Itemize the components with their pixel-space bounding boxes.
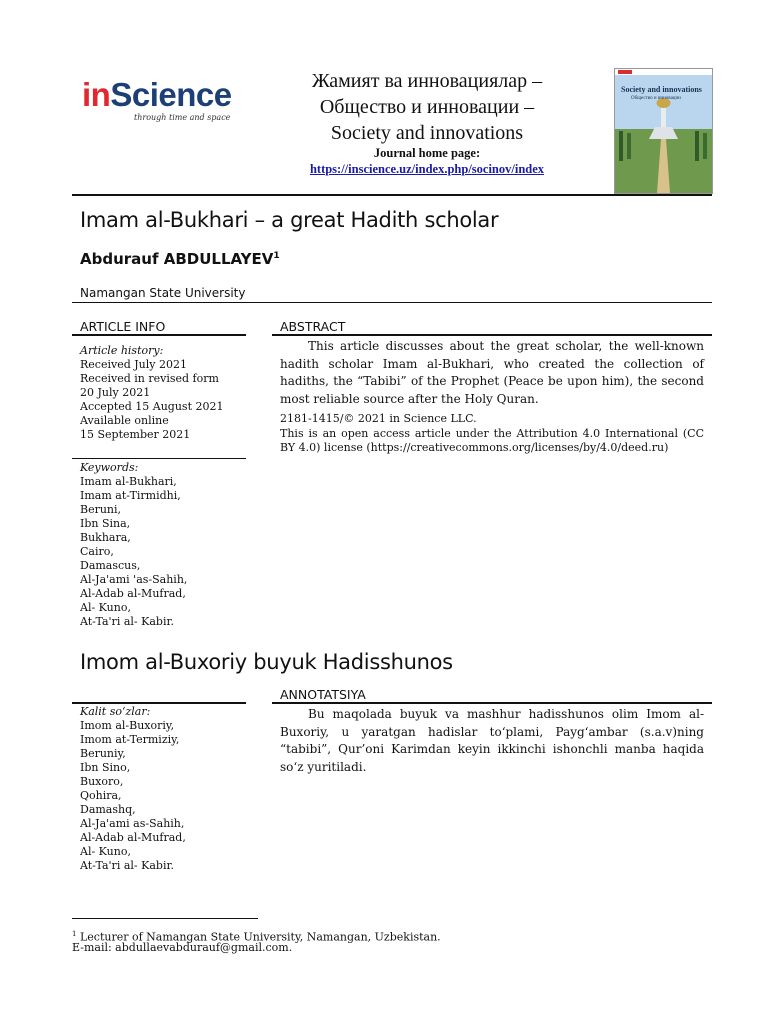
keyword: Al- Kuno, [80,845,131,858]
history-item: Received July 2021 [80,358,187,371]
author-text: Abdurauf ABDULLAYEV [80,250,274,268]
homepage-label: Journal home page: [373,146,481,160]
header-rule [72,194,712,196]
journal-title [262,68,592,146]
history-label: Article history: [80,344,164,357]
article-info-rule [72,334,246,336]
uzbek-keywords-rule [72,702,246,704]
history-item: 20 July 2021 [80,386,151,399]
keyword: Beruni, [80,503,122,516]
annotatsiya-rule [272,702,712,704]
article-info-heading: ARTICLE INFO [80,319,166,334]
author-footnote-mark: 1 [273,251,280,261]
copyright-block [280,412,704,456]
cover-subtitle: Общество и инновации [631,96,681,101]
affiliation: Namangan State University [80,286,246,300]
history-item: Received in revised form [80,372,219,385]
annotatsiya-heading: ANNOTATSIYA [280,687,366,702]
footnote-rule [72,918,258,919]
keyword: Qohira, [80,789,122,802]
keyword: Damascus, [80,559,141,572]
keyword: Ibn Sina, [80,517,131,530]
history-item: Accepted 15 August 2021 [80,400,224,413]
keyword: Bukhara, [80,531,131,544]
uzbek-keywords-label: Kalit so‘zlar: [80,705,151,718]
keywords-list [80,475,187,629]
homepage-link[interactable]: https://inscience.uz/index.php/socinov/index [309,162,545,176]
keywords-rule [72,458,246,459]
keyword: At-Ta'ri al- Kabir. [80,615,175,628]
keyword: At-Ta'ri al- Kabir. [80,859,175,872]
journal-cover-image [614,68,713,194]
keyword: Buxoro, [80,775,124,788]
footnote-email: E-mail: abdullaevabdurauf@gmail.com. [72,941,293,954]
uzbek-keywords-list [80,719,186,873]
abstract-text: This article discusses about the great scholar, the well-known hadith scholar Imam al-Bukhari, who created the collection of hadiths, the “Tabibi” of the Prophet (Peace be upon him), the second most reliable source after the Holy Quran. [280,339,704,406]
journal-title-line: Общество и инновации – [319,96,535,118]
history-list [80,358,224,442]
keyword: Al- Kuno, [80,601,131,614]
abstract-rule [272,334,712,336]
keyword: Ibn Sino, [80,761,131,774]
keyword: Imam al-Bukhari, [80,475,177,488]
logo-tagline: through time and space [134,113,231,122]
journal-title-line: Жамият ва инновациялар – [311,70,543,92]
logo-science-text: Science [110,76,232,113]
article-title: Imam al-Bukhari – a great Hadith scholar [80,208,499,232]
keywords-label: Keywords: [80,461,139,474]
footnote-text: Lecturer of Namangan State University, Namangan, Uzbekistan. [79,930,441,944]
journal-logo [82,76,242,128]
keyword: Damashq, [80,803,136,816]
keyword: Imom al-Buxoriy, [80,719,175,732]
footnote-mark: 1 [72,930,77,938]
uzbek-title: Imom al-Buxoriy buyuk Hadisshunos [80,650,453,674]
journal-title-line: Society and innovations [330,122,524,144]
keyword: Al-Adab al-Mufrad, [80,831,186,844]
abstract-heading: ABSTRACT [280,319,346,334]
annotatsiya-text: Bu maqolada buyuk va mashhur hadisshunos olim Imom al-Buxoriy, u yaratgan hadislar to‘plami, Payg‘ambar (s.a.v)ning “tabibi”, Qur’oni Karimdan keyin ikkinchi ishonchli manba haqida so‘z yuritiladi. [280,707,704,774]
keyword: Imam at-Tirmidhi, [80,489,181,502]
copyright-line: 2181-1415/© 2021 in Science LLC. [280,412,477,425]
affiliation-rule [72,302,712,303]
logo-in-text: in [82,76,111,113]
author-name [80,250,280,268]
keyword: Imom at-Termiziy, [80,733,180,746]
history-item: 15 September 2021 [80,428,191,441]
keyword: Al-Ja'ami 'as-Sahih, [80,573,188,586]
cover-title: Society and innovations [621,85,702,94]
keyword: Al-Ja'ami as-Sahih, [80,817,185,830]
keyword: Al-Adab al-Mufrad, [80,587,186,600]
license-text: This is an open access article under the Attribution 4.0 International (CC BY 4.0) license (https://creativecommons.org/licenses/by/4.0/deed.ru) [280,426,704,454]
history-item: Available online [80,414,169,427]
keyword: Beruniy, [80,747,126,760]
keyword: Cairo, [80,545,114,558]
